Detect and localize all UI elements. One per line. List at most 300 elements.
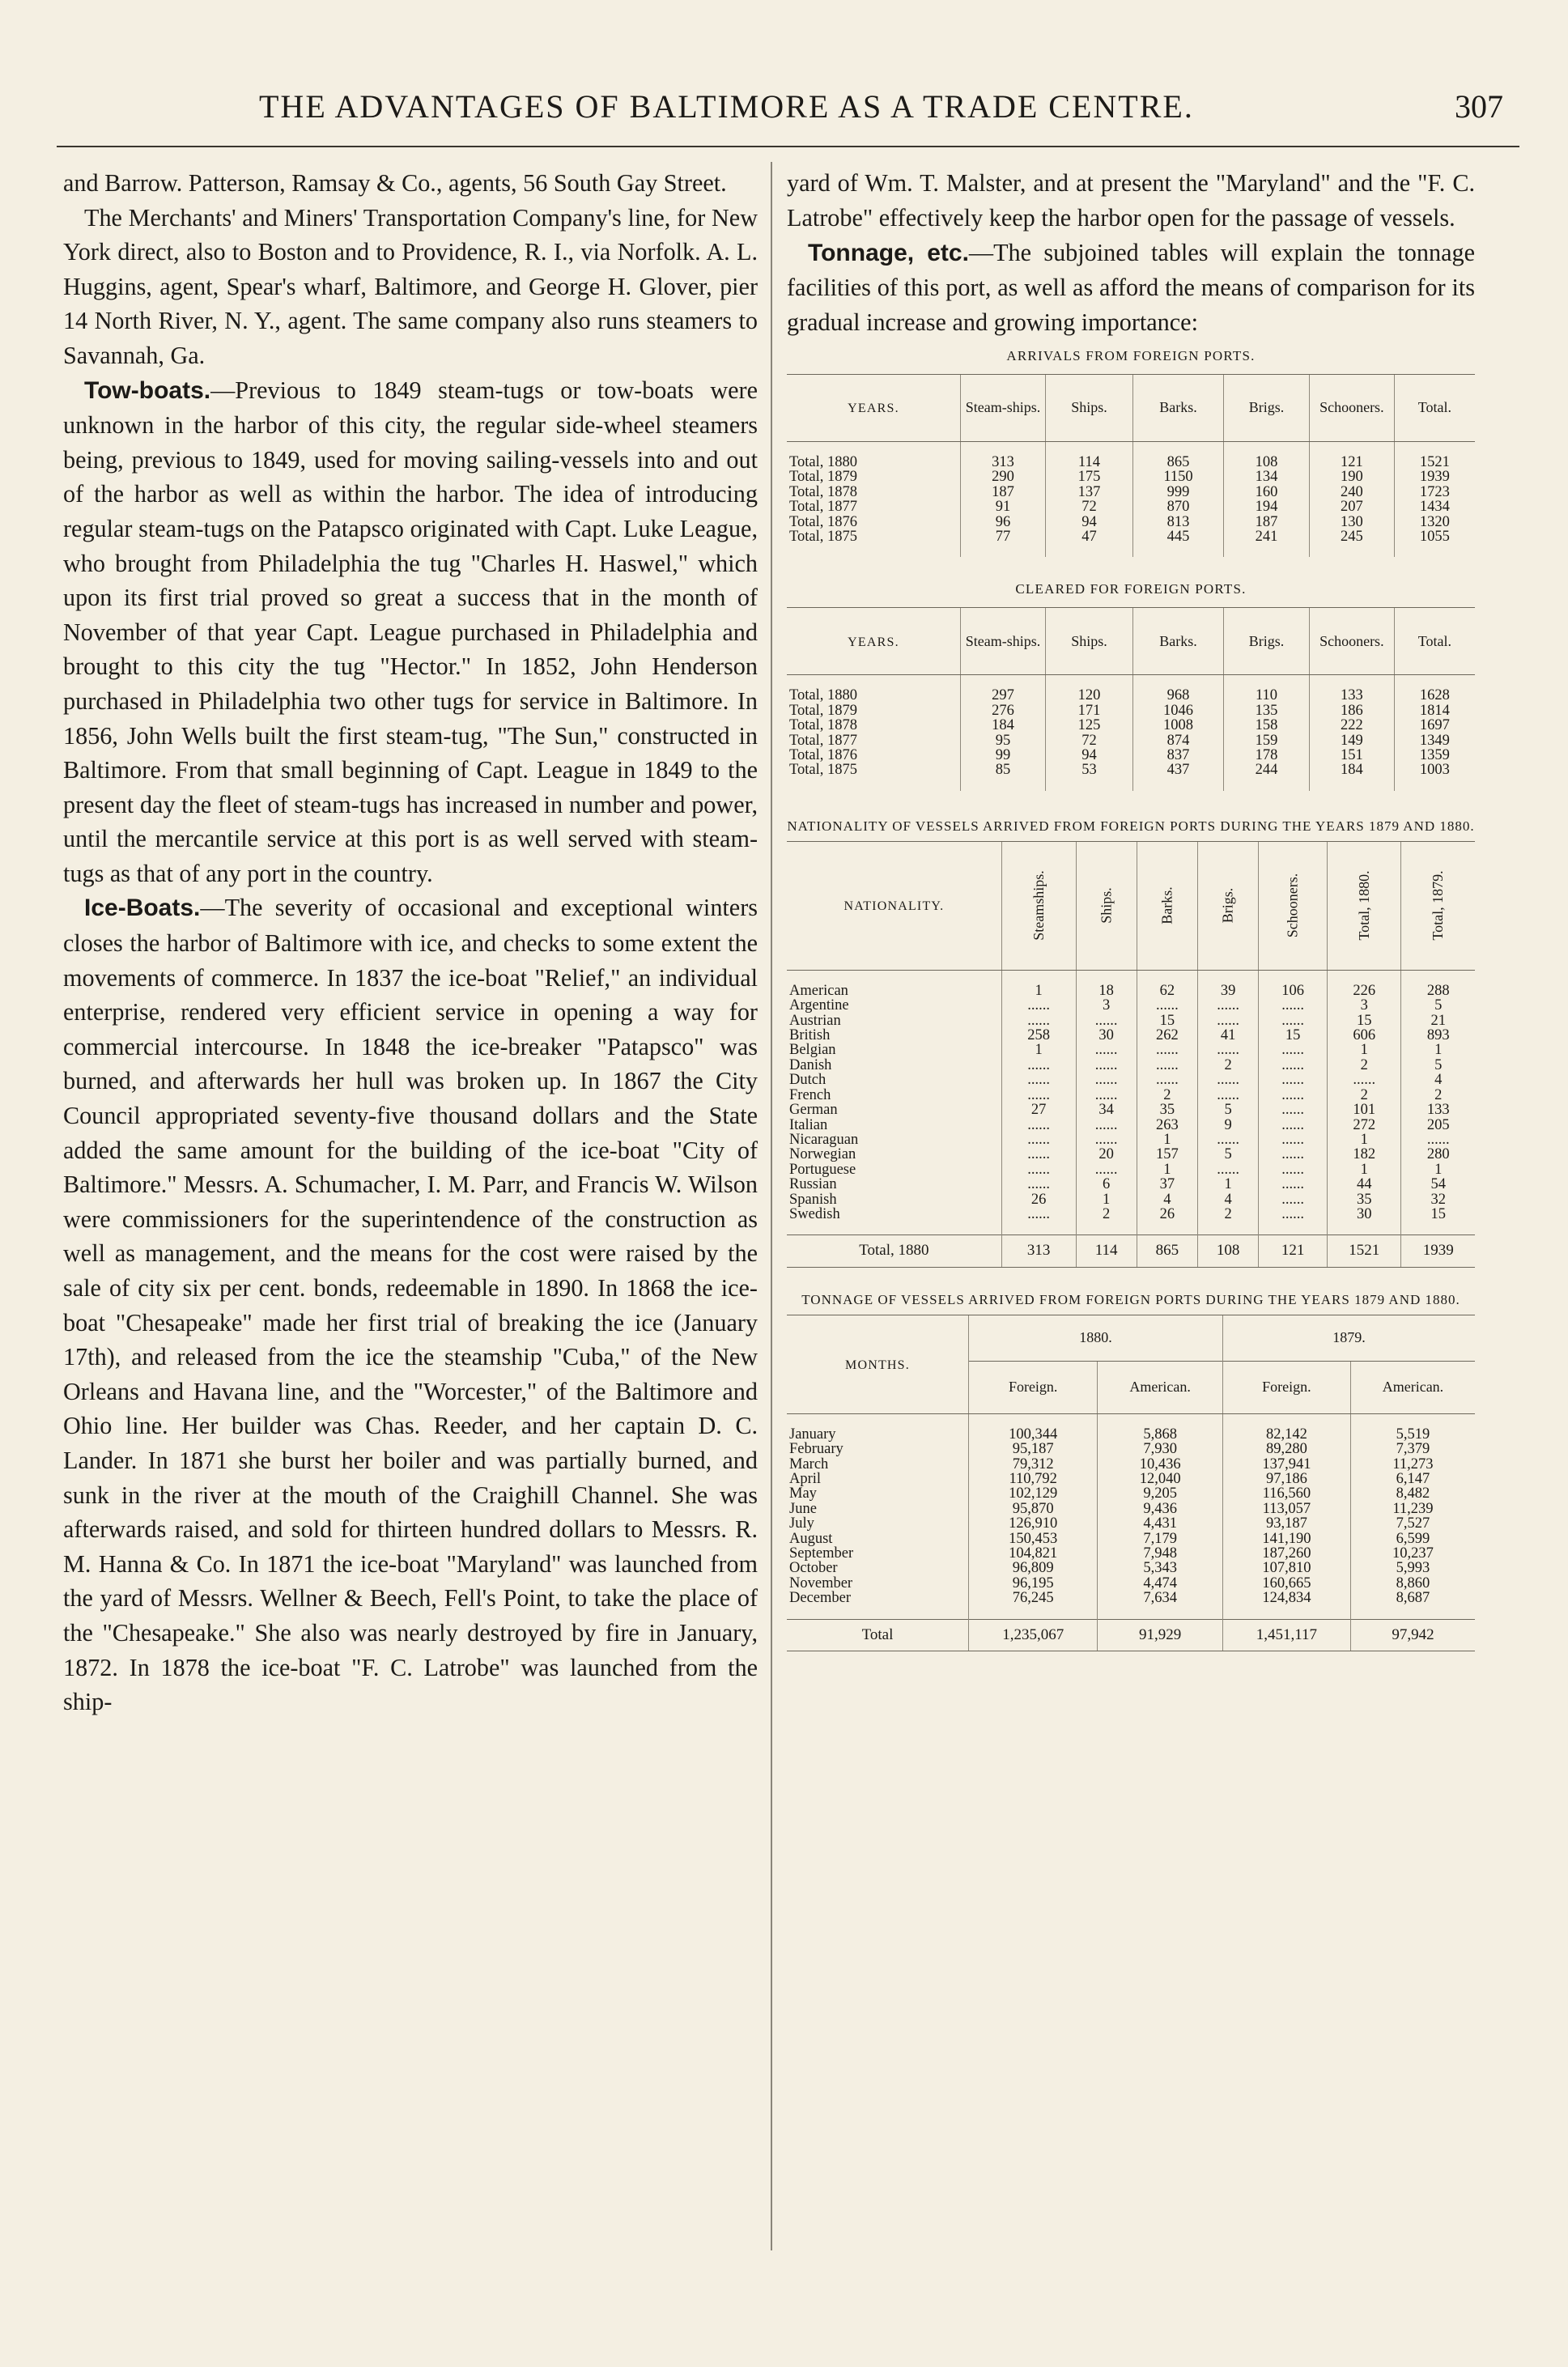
table-cell: 160,665 (1222, 1576, 1350, 1591)
table-cell: 82,142 (1222, 1427, 1350, 1442)
table-cell: 10,237 (1350, 1546, 1475, 1561)
table-cell: 108 (1224, 455, 1310, 470)
table-cell: 9,436 (1098, 1502, 1223, 1516)
table-cell: 186 (1309, 703, 1394, 718)
table-cell: 288 (1401, 984, 1475, 998)
table-cell: ...... (1001, 1177, 1076, 1192)
table-cell: ...... (1259, 998, 1328, 1013)
table-cell: ...... (1076, 1073, 1137, 1087)
run-in-heading: Ice-Boats. (84, 895, 201, 922)
table-cell: 606 (1327, 1028, 1401, 1043)
table-cell: Total, 1878 (789, 483, 857, 500)
table-cell: ...... (1076, 1058, 1137, 1073)
table-cell: 184 (1309, 763, 1394, 777)
table-cell: October (789, 1560, 838, 1577)
column-header: Foreign. (1262, 1379, 1311, 1396)
table-cell: 95,187 (969, 1442, 1098, 1456)
table-cell: 280 (1401, 1147, 1475, 1162)
table-cell: 135 (1224, 703, 1310, 718)
column-header: Barks. (1158, 886, 1175, 925)
table-cell: 34 (1076, 1103, 1137, 1117)
total-cell: 1939 (1401, 1235, 1475, 1267)
table-cell: 99 (961, 748, 1046, 763)
table-cell: ...... (1198, 1162, 1259, 1177)
table-cell: ...... (1001, 1147, 1076, 1162)
column-header: Brigs. (1219, 888, 1236, 924)
table-row (787, 1162, 1475, 1177)
table-cell: ...... (1076, 1088, 1137, 1103)
table-cell: April (789, 1470, 822, 1487)
table-cell: 26 (1001, 1192, 1076, 1207)
column-header: Steamships. (1030, 870, 1047, 941)
paragraph-towboats (63, 373, 758, 891)
table-cell: 93,187 (1222, 1516, 1350, 1531)
table-cell: 160 (1224, 485, 1310, 499)
table-cell: 226 (1327, 984, 1401, 998)
table-cell: ...... (1076, 1133, 1137, 1147)
table-cell: 89,280 (1222, 1442, 1350, 1456)
cleared-table-block (787, 581, 1475, 790)
table-cell: Total, 1876 (789, 513, 857, 530)
nationality-table (787, 841, 1475, 1268)
table-caption: TONNAGE OF VESSELS ARRIVED FROM FOREIGN PORTS DURING THE YEARS 1879 AND 1880. (801, 1291, 1460, 1307)
table-cell: Spanish (789, 1191, 837, 1208)
table-row (787, 1472, 1475, 1486)
column-header: Schooners. (1284, 873, 1301, 938)
table-cell: ...... (1259, 1133, 1328, 1147)
table-cell: 6 (1076, 1177, 1137, 1192)
table-cell: August (789, 1530, 833, 1547)
paragraph-iceboats (63, 890, 758, 1719)
cleared-table-body (787, 675, 1475, 791)
table-cell: 110 (1224, 688, 1310, 703)
left-column (63, 166, 758, 1719)
table-cell: 47 (1046, 529, 1133, 544)
table-cell: 222 (1309, 718, 1394, 733)
table-cell: ...... (1001, 1118, 1076, 1133)
table-cell: 102,129 (969, 1486, 1098, 1501)
table-cell: 35 (1327, 1192, 1401, 1207)
table-cell: 272 (1327, 1118, 1401, 1133)
table-cell: 813 (1132, 515, 1223, 529)
table-cell: 124,834 (1222, 1591, 1350, 1605)
table-cell: 893 (1401, 1028, 1475, 1043)
table-cell: 5,868 (1098, 1427, 1223, 1442)
table-cell: 110,792 (969, 1472, 1098, 1486)
table-row (787, 748, 1475, 763)
table-cell: 35 (1137, 1103, 1197, 1117)
table-cell: 190 (1309, 470, 1394, 484)
table-cell: 97,186 (1222, 1472, 1350, 1486)
table-cell: ...... (1259, 1177, 1328, 1192)
table-cell: 72 (1046, 499, 1133, 514)
table-cell: Total, 1877 (789, 499, 857, 516)
table-cell: ...... (1259, 1192, 1328, 1207)
table-cell: 1 (1076, 1192, 1137, 1207)
table-cell: 130 (1309, 515, 1394, 529)
table-cell: 5 (1198, 1103, 1259, 1117)
column-header: NATIONALITY. (843, 899, 945, 914)
table-header-row (787, 608, 1475, 675)
table-cell: Total, 1879 (789, 469, 857, 486)
table-cell: 8,860 (1350, 1576, 1475, 1591)
table-row (787, 1207, 1475, 1222)
table-cell: 276 (961, 703, 1046, 718)
table-cell: ...... (1001, 1014, 1076, 1028)
table-row (787, 1192, 1475, 1207)
table-cell: 3 (1076, 998, 1137, 1013)
table-cell: 113,057 (1222, 1502, 1350, 1516)
table-cell: 54 (1401, 1177, 1475, 1192)
table-cell: Norwegian (789, 1146, 856, 1163)
table-cell: 4,431 (1098, 1516, 1223, 1531)
table-row (787, 1133, 1475, 1147)
table-row (787, 1147, 1475, 1162)
right-column (787, 166, 1475, 1651)
table-row (787, 499, 1475, 514)
table-cell: ...... (1198, 1073, 1259, 1087)
table-cell: 4,474 (1098, 1576, 1223, 1591)
table-cell: French (789, 1086, 831, 1103)
table-header-row (787, 374, 1475, 441)
table-row (787, 515, 1475, 529)
table-cell: 134 (1224, 470, 1310, 484)
table-cell: 137,941 (1222, 1457, 1350, 1472)
table-cell: Total, 1880 (789, 453, 857, 470)
table-row (787, 1088, 1475, 1103)
table-row (787, 529, 1475, 544)
table-cell: 9,205 (1098, 1486, 1223, 1501)
table-cell: 77 (961, 529, 1046, 544)
page-title: THE ADVANTAGES OF BALTIMORE AS A TRADE CENTRE. (259, 88, 1194, 125)
table-cell: 5 (1401, 998, 1475, 1013)
table-cell: 2 (1198, 1207, 1259, 1222)
paragraph: yard of Wm. T. Malster, and at present the "Maryland" and the "F. C. Latrobe" effectively keep the harbor open for the passage of vessels. (787, 169, 1475, 232)
total-row (787, 1235, 1475, 1267)
column-header: Brigs. (1248, 632, 1285, 649)
table-cell: 297 (961, 688, 1046, 703)
table-cell: 10,436 (1098, 1457, 1223, 1472)
table-cell: 133 (1401, 1103, 1475, 1117)
table-cell: 7,379 (1350, 1442, 1475, 1456)
table-cell: 187,260 (1222, 1546, 1350, 1561)
tonnage-table (787, 1315, 1475, 1651)
table-cell: ...... (1198, 1014, 1259, 1028)
table-cell: ...... (1259, 1103, 1328, 1117)
table-cell: 313 (961, 455, 1046, 470)
total-cell: 91,929 (1098, 1619, 1223, 1651)
table-cell: 15 (1327, 1014, 1401, 1028)
tonnage-table-block (787, 1292, 1475, 1651)
table-cell: 85 (961, 763, 1046, 777)
table-cell: 1521 (1394, 455, 1475, 470)
table-row (787, 1073, 1475, 1087)
table-cell: ...... (1198, 998, 1259, 1013)
table-cell: 437 (1132, 763, 1223, 777)
table-cell: 999 (1132, 485, 1223, 499)
table-cell: 95,870 (969, 1502, 1098, 1516)
total-cell: 313 (1001, 1235, 1076, 1267)
table-cell: Russian (789, 1176, 837, 1193)
table-cell: ...... (1001, 1058, 1076, 1073)
table-cell: 150,453 (969, 1532, 1098, 1546)
table-cell: 149 (1309, 733, 1394, 748)
table-cell: 1 (1137, 1162, 1197, 1177)
tonnage-table-body (787, 1413, 1475, 1651)
table-cell: 1723 (1394, 485, 1475, 499)
table-cell: 2 (1137, 1088, 1197, 1103)
table-cell: 2 (1198, 1058, 1259, 1073)
table-cell: 205 (1401, 1118, 1475, 1133)
table-cell: 95 (961, 733, 1046, 748)
table-cell: 6,147 (1350, 1472, 1475, 1486)
table-row (787, 1576, 1475, 1591)
table-cell: 114 (1046, 455, 1133, 470)
column-header: Steam-ships. (965, 632, 1041, 649)
table-cell: 8,687 (1350, 1591, 1475, 1605)
paragraph-text: —The severity of occasional and exceptional winters closes the harbor of Baltimore with ice, and checks to some extent the movements of commerce. In 1837 the ice-boat "Relief," an individual enterprise, rendered very efficient service in opening a way for commercial intercourse. In 1848 the ice-breaker "Patapsco" was burned, and afterwards her hull was broken up. In 1867 the City Council appropriated seventy-five thousand dollars and the State added the same amount for the building of the ice-boat "City of Baltimore." Messrs. A. Schumacher, I. M. Parr, and Francis W. Wilson were commissioners for the superintendence of the construction as well as management, and the means for the cost were raised by the sale of city six per cent. bonds, redeemable in 1890. In 1868 the ice-boat "Chesapeake" made her first trial of breaking the ice (January 17th), and released from the ice the steamship "Cuba," of the New Orleans and Havana line, and the "Worcester," of the Baltimore and Ohio line. Her builder was Chas. Reeder, and her captain D. C. Lander. In 1871 she burst her boiler and was partially burned, and sunk in the river at the mouth of the Craighill Channel. She was afterwards raised, and sold for thirteen hundred dollars to Messrs. R. M. Hanna & Co. In 1871 the ice-boat "Maryland" was launched from the yard of Messrs. Wellner & Beech, Fell's Point, to take the place of the "Chesapeake." She also was nearly destroyed by fire in January, 1872. In 1878 the ice-boat "F. C. Latrobe" was launched from the ship- (63, 894, 758, 1716)
table-cell: 1008 (1132, 718, 1223, 733)
table-cell: 1003 (1394, 763, 1475, 777)
column-header: Schooners. (1319, 632, 1384, 649)
table-cell: Total, 1875 (789, 762, 857, 779)
table-cell: 62 (1137, 984, 1197, 998)
table-cell: ...... (1198, 1043, 1259, 1057)
column-header: Barks. (1159, 399, 1197, 416)
table-cell: 1 (1001, 984, 1076, 998)
table-cell: 6,599 (1350, 1532, 1475, 1546)
table-cell: ...... (1259, 1118, 1328, 1133)
table-cell: 30 (1327, 1207, 1401, 1222)
table-cell: 37 (1137, 1177, 1197, 1192)
table-row (787, 1014, 1475, 1028)
table-cell: 4 (1137, 1192, 1197, 1207)
paragraph: and Barrow. Patterson, Ramsay & Co., agents, 56 South Gay Street. (63, 169, 727, 197)
header-rule (57, 146, 1519, 147)
table-cell: 15 (1259, 1028, 1328, 1043)
column-header: Total, 1880. (1355, 870, 1372, 941)
table-cell: ...... (1259, 1058, 1328, 1073)
table-row (787, 703, 1475, 718)
column-header: YEARS. (848, 402, 899, 416)
table-cell: 30 (1076, 1028, 1137, 1043)
table-cell: British (789, 1027, 831, 1044)
table-row (787, 1532, 1475, 1546)
table-cell: Dutch (789, 1072, 826, 1089)
column-header: Foreign. (1008, 1379, 1058, 1396)
table-row (787, 718, 1475, 733)
table-cell: 7,948 (1098, 1546, 1223, 1561)
column-header: Total. (1417, 399, 1452, 416)
table-cell: 870 (1132, 499, 1223, 514)
table-cell: 445 (1132, 529, 1223, 544)
table-cell: 245 (1309, 529, 1394, 544)
column-header: 1880. (1079, 1329, 1112, 1346)
arrivals-table (787, 374, 1475, 557)
table-cell: ...... (1076, 1162, 1137, 1177)
table-cell: 18 (1076, 984, 1137, 998)
table-cell: 15 (1137, 1014, 1197, 1028)
table-cell: 5 (1198, 1147, 1259, 1162)
table-cell: 262 (1137, 1028, 1197, 1043)
nationality-table-body (787, 970, 1475, 1267)
total-cell: 121 (1259, 1235, 1328, 1267)
table-cell: 106 (1259, 984, 1328, 998)
table-row (787, 485, 1475, 499)
table-cell: ...... (1259, 1043, 1328, 1057)
table-cell: 8,482 (1350, 1486, 1475, 1501)
paragraph-text: —Previous to 1849 steam-tugs or tow-boats were unknown in the harbor of this city, the regular side-wheel steamers being, previous to 1849, used for moving sailing-vessels into and out of the harbor as well as within the harbor. The idea of introducing regular steam-tugs on the Patapsco originated with Capt. Luke League, who brought from Philadelphia the tug "Charles H. Haswel," which upon its first trial proved so great a success that in the month of November of that year Capt. League purchased in Philadelphia and brought to this city the tug "Hector." In 1852, John Henderson purchased in Philadelphia two other tugs for service in Baltimore. In 1856, John Wells built the first steam-tug, "The Sun," constructed in Baltimore. From that small beginning of Capt. League in 1849 to the present day the fleet of steam-tugs has increased in number and power, until the mercantile service at this port is as well served with steam-tugs as that of any port in the country. (63, 376, 758, 887)
table-cell: Total, 1876 (789, 747, 857, 764)
table-cell: 865 (1132, 455, 1223, 470)
total-row (787, 1619, 1475, 1651)
table-cell: 157 (1137, 1147, 1197, 1162)
column-header: YEARS. (848, 635, 899, 649)
table-cell: 184 (961, 718, 1046, 733)
table-cell: 101 (1327, 1103, 1401, 1117)
table-cell: 5 (1401, 1058, 1475, 1073)
table-row (787, 984, 1475, 998)
table-cell: 2 (1327, 1058, 1401, 1073)
table-row (787, 1043, 1475, 1057)
total-cell: 1521 (1327, 1235, 1401, 1267)
table-cell: June (789, 1500, 817, 1517)
running-header (57, 87, 1519, 136)
table-cell: 21 (1401, 1014, 1475, 1028)
table-cell: 121 (1309, 455, 1394, 470)
table-cell: July (789, 1515, 814, 1532)
table-row (787, 1442, 1475, 1456)
table-cell: 91 (961, 499, 1046, 514)
table-cell: 126,910 (969, 1516, 1098, 1531)
total-cell: Total, 1880 (787, 1235, 1001, 1267)
table-cell: 207 (1309, 499, 1394, 514)
table-row (787, 1516, 1475, 1531)
table-header-row (787, 1315, 1475, 1361)
table-cell: ...... (1137, 1043, 1197, 1057)
table-row (787, 1591, 1475, 1605)
arrivals-table-block (787, 348, 1475, 557)
table-cell: 837 (1132, 748, 1223, 763)
table-cell: 133 (1309, 688, 1394, 703)
table-cell: December (789, 1590, 852, 1607)
table-row (787, 1028, 1475, 1043)
table-cell: ...... (1137, 1073, 1197, 1087)
table-cell: 1434 (1394, 499, 1475, 514)
table-cell: 4 (1401, 1073, 1475, 1087)
table-cell: ...... (1327, 1073, 1401, 1087)
table-cell: Argentine (789, 997, 849, 1014)
table-cell: ...... (1137, 1058, 1197, 1073)
table-cell: November (789, 1574, 853, 1591)
table-cell: 96 (961, 515, 1046, 529)
table-cell: 94 (1046, 515, 1133, 529)
table-cell: Austrian (789, 1012, 841, 1029)
table-cell: 1 (1137, 1133, 1197, 1147)
table-cell: 1320 (1394, 515, 1475, 529)
table-cell: Total, 1875 (789, 529, 857, 546)
table-cell: ...... (1259, 1073, 1328, 1087)
table-cell: 1 (1198, 1177, 1259, 1192)
table-cell: 53 (1046, 763, 1133, 777)
column-header: Steam-ships. (965, 399, 1041, 416)
paragraph-text: —The subjoined tables will explain the tonnage facilities of this port, as well as afford the means of comparison for its gradual increase and growing importance: (787, 238, 1475, 337)
table-cell: 1046 (1132, 703, 1223, 718)
table-cell: 12,040 (1098, 1472, 1223, 1486)
table-cell: 194 (1224, 499, 1310, 514)
paragraph-tonnage (787, 236, 1475, 340)
table-cell: 7,930 (1098, 1442, 1223, 1456)
table-cell: 159 (1224, 733, 1310, 748)
table-caption: NATIONALITY OF VESSELS ARRIVED FROM FOREIGN PORTS DURING THE YEARS 1879 AND 1880. (787, 818, 1475, 834)
table-cell: 7,179 (1098, 1532, 1223, 1546)
column-header: MONTHS. (845, 1358, 910, 1372)
column-header: Total. (1417, 632, 1452, 649)
table-cell: ...... (1076, 1014, 1137, 1028)
table-cell: 175 (1046, 470, 1133, 484)
paragraph: The Merchants' and Miners' Transportation Company's line, for New York direct, also to Boston and to Providence, R. I., via Norfolk. A. L. Huggins, agent, Spear's wharf, Baltimore, and George H. Glover, pier 14 North River, N. Y., agent. The same company also runs steamers to Savannah, Ga. (63, 203, 758, 369)
column-header: Ships. (1071, 399, 1107, 416)
column-header: Barks. (1159, 632, 1197, 649)
table-cell: 1 (1401, 1043, 1475, 1057)
table-row (787, 1502, 1475, 1516)
table-cell: March (789, 1455, 829, 1472)
table-row (787, 1561, 1475, 1575)
table-cell: 7,527 (1350, 1516, 1475, 1531)
table-cell: 1 (1327, 1043, 1401, 1057)
table-cell: 141,190 (1222, 1532, 1350, 1546)
table-cell: 1 (1001, 1043, 1076, 1057)
table-cell: 290 (961, 470, 1046, 484)
table-row (787, 1177, 1475, 1192)
table-caption: ARRIVALS FROM FOREIGN PORTS. (1006, 347, 1256, 363)
table-cell: 182 (1327, 1147, 1401, 1162)
column-header: American. (1129, 1379, 1191, 1396)
table-cell: 96,195 (969, 1576, 1098, 1591)
table-cell: 96,809 (969, 1561, 1098, 1575)
table-cell: 158 (1224, 718, 1310, 733)
table-cell: 15 (1401, 1207, 1475, 1222)
table-cell: 100,344 (969, 1427, 1098, 1442)
table-cell: 2 (1076, 1207, 1137, 1222)
column-header: 1879. (1332, 1329, 1366, 1346)
total-cell: 114 (1076, 1235, 1137, 1267)
table-cell: 20 (1076, 1147, 1137, 1162)
table-cell: 1055 (1394, 529, 1475, 544)
table-cell: 1814 (1394, 703, 1475, 718)
cleared-table (787, 607, 1475, 790)
table-cell: 116,560 (1222, 1486, 1350, 1501)
table-cell: 263 (1137, 1118, 1197, 1133)
table-cell: 178 (1224, 748, 1310, 763)
table-cell: 11,239 (1350, 1502, 1475, 1516)
table-cell: 2 (1327, 1088, 1401, 1103)
table-cell: ...... (1001, 998, 1076, 1013)
table-row (787, 1486, 1475, 1501)
table-cell: ...... (1259, 1088, 1328, 1103)
column-header: Brigs. (1248, 399, 1285, 416)
table-cell: ...... (1137, 998, 1197, 1013)
table-cell: 94 (1046, 748, 1133, 763)
table-cell: ...... (1001, 1088, 1076, 1103)
table-cell: 187 (1224, 515, 1310, 529)
table-cell: Swedish (789, 1205, 840, 1222)
table-row (787, 470, 1475, 484)
table-cell: 3 (1327, 998, 1401, 1013)
total-cell: 865 (1137, 1235, 1197, 1267)
table-cell: Danish (789, 1056, 832, 1073)
table-cell: 32 (1401, 1192, 1475, 1207)
